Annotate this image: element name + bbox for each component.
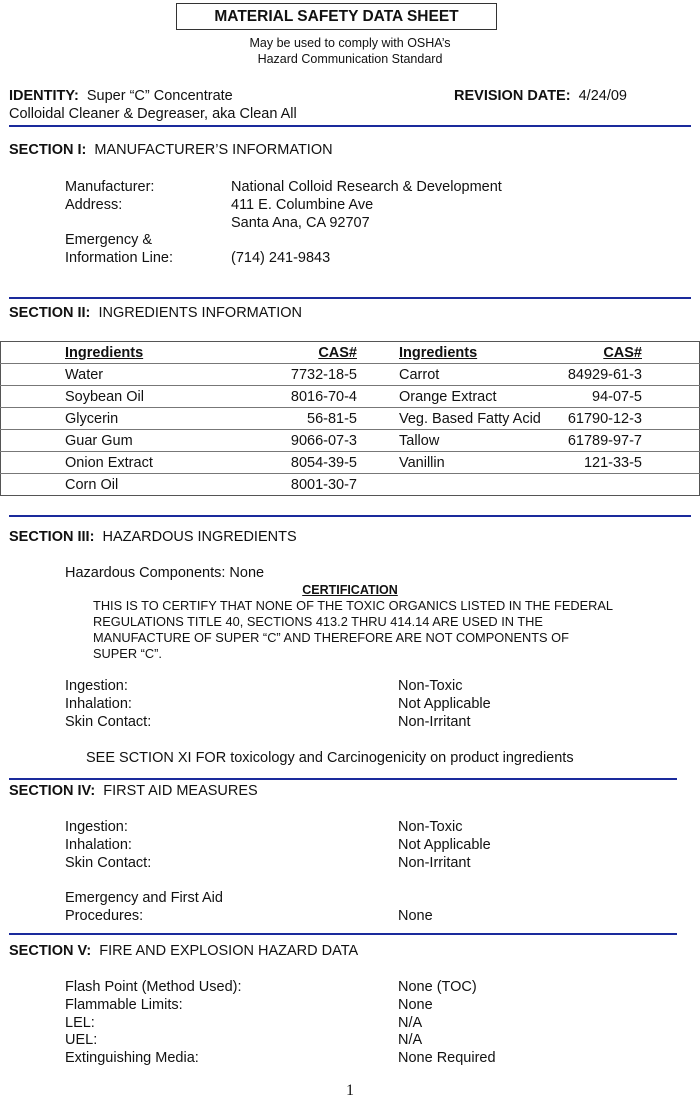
ingredient-name: Soybean Oil bbox=[65, 386, 235, 408]
ingredient-name bbox=[399, 474, 554, 496]
ingredient-name: Orange Extract bbox=[399, 386, 554, 408]
skin-contact-value: Non-Irritant bbox=[398, 714, 471, 730]
ingredient-cas: 7732-18-5 bbox=[235, 364, 357, 386]
certification-body bbox=[93, 598, 683, 662]
subtitle-line-2: Hazard Communication Standard bbox=[257, 52, 443, 66]
ingredient-cas: 56-81-5 bbox=[235, 408, 357, 430]
lel-value: N/A bbox=[398, 1015, 423, 1031]
ingestion-value: Non-Toxic bbox=[398, 819, 463, 835]
ingredient-cas: 61790-12-3 bbox=[554, 408, 642, 430]
certification-line: THIS IS TO CERTIFY THAT NONE OF THE TOXIC ORGANICS LISTED IN THE FEDERAL bbox=[93, 598, 614, 613]
section-2-title: INGREDIENTS INFORMATION bbox=[98, 305, 302, 321]
column-header-ingredients: Ingredients bbox=[65, 344, 144, 361]
inhalation-label: Inhalation: bbox=[65, 696, 132, 712]
section-divider bbox=[9, 125, 691, 127]
address-label: Address: bbox=[65, 197, 123, 213]
manufacturer-label: Manufacturer: bbox=[65, 179, 155, 195]
toxicology-note: SEE SCTION XI FOR toxicology and Carcinogenicity on product ingredients bbox=[86, 750, 574, 766]
certification-line: SUPER “C”. bbox=[93, 646, 162, 661]
flash-point-value: None (TOC) bbox=[398, 979, 477, 995]
ingredient-cas: 121-33-5 bbox=[554, 452, 642, 474]
section-divider bbox=[9, 933, 677, 935]
section-2-number: SECTION II: bbox=[9, 305, 91, 321]
identity bbox=[9, 88, 233, 104]
column-header-ingredients: Ingredients bbox=[399, 344, 478, 361]
ingredient-cas: 8054-39-5 bbox=[235, 452, 357, 474]
procedures-label-1: Emergency and First Aid bbox=[65, 890, 223, 906]
ingredient-name: Glycerin bbox=[65, 408, 235, 430]
ingredient-name: Tallow bbox=[399, 430, 554, 452]
certification-line: MANUFACTURE OF SUPER “C” AND THEREFORE ARE NOT COMPONENTS OF bbox=[93, 630, 569, 645]
ingredients-table bbox=[0, 341, 700, 496]
ingestion-label: Ingestion: bbox=[65, 678, 128, 694]
inhalation-value: Not Applicable bbox=[398, 837, 491, 853]
extinguishing-media-label: Extinguishing Media: bbox=[65, 1050, 199, 1066]
table-row bbox=[1, 386, 700, 408]
document-title: MATERIAL SAFETY DATA SHEET bbox=[176, 3, 497, 30]
section-3-heading bbox=[9, 529, 297, 545]
flash-point-label: Flash Point (Method Used): bbox=[65, 979, 242, 995]
lel-label: LEL: bbox=[65, 1015, 95, 1031]
ingestion-label: Ingestion: bbox=[65, 819, 128, 835]
table-row bbox=[1, 408, 700, 430]
ingredient-cas: 8016-70-4 bbox=[235, 386, 357, 408]
skin-contact-label: Skin Contact: bbox=[65, 855, 152, 871]
section-1-title: MANUFACTURER’S INFORMATION bbox=[94, 142, 333, 158]
table-row bbox=[1, 474, 700, 496]
ingredient-name: Veg. Based Fatty Acid bbox=[399, 408, 554, 430]
certification-line: REGULATIONS TITLE 40, SECTIONS 413.2 THRU 414.14 ARE USED IN THE bbox=[93, 614, 543, 629]
section-3-title: HAZARDOUS INGREDIENTS bbox=[102, 529, 297, 545]
flammable-limits-value: None bbox=[398, 997, 433, 1013]
procedures-value: None bbox=[398, 908, 433, 924]
ingredient-name: Guar Gum bbox=[65, 430, 235, 452]
revision-label: REVISION DATE: bbox=[454, 88, 571, 104]
table-row bbox=[1, 364, 700, 386]
ingredient-name: Corn Oil bbox=[65, 474, 235, 496]
section-5-heading bbox=[9, 943, 358, 959]
page-number: 1 bbox=[346, 1082, 354, 1099]
ingredient-cas: 8001-30-7 bbox=[235, 474, 357, 496]
ingredient-cas bbox=[554, 474, 642, 496]
section-divider bbox=[9, 778, 677, 780]
extinguishing-media-value: None Required bbox=[398, 1050, 496, 1066]
skin-contact-label: Skin Contact: bbox=[65, 714, 152, 730]
section-1-number: SECTION I: bbox=[9, 142, 87, 158]
address-line-1: 411 E. Columbine Ave bbox=[231, 197, 374, 213]
section-2-heading bbox=[9, 305, 302, 321]
skin-contact-value: Non-Irritant bbox=[398, 855, 471, 871]
flammable-limits-label: Flammable Limits: bbox=[65, 997, 183, 1013]
section-4-number: SECTION IV: bbox=[9, 783, 96, 799]
column-header-cas: CAS# bbox=[318, 344, 357, 361]
hazardous-components: Hazardous Components: None bbox=[65, 565, 265, 581]
subtitle-line-1: May be used to comply with OSHA’s bbox=[249, 36, 451, 50]
ingredient-cas: 84929-61-3 bbox=[554, 364, 642, 386]
ingestion-value: Non-Toxic bbox=[398, 678, 463, 694]
uel-value: N/A bbox=[398, 1032, 423, 1048]
section-5-number: SECTION V: bbox=[9, 943, 92, 959]
section-1-heading bbox=[9, 142, 333, 158]
section-divider bbox=[9, 515, 691, 517]
inhalation-label: Inhalation: bbox=[65, 837, 132, 853]
ingredient-name: Onion Extract bbox=[65, 452, 235, 474]
certification-title: CERTIFICATION bbox=[302, 583, 398, 597]
emergency-label-2: Information Line: bbox=[65, 250, 174, 266]
ingredient-name: Water bbox=[65, 364, 235, 386]
identity-value: Super “C” Concentrate bbox=[86, 88, 233, 104]
inhalation-value: Not Applicable bbox=[398, 696, 491, 712]
table-row bbox=[1, 430, 700, 452]
ingredient-name: Vanillin bbox=[399, 452, 554, 474]
identity-description: Colloidal Cleaner & Degreaser, aka Clean All bbox=[9, 106, 297, 122]
section-4-heading bbox=[9, 783, 258, 799]
ingredient-name: Carrot bbox=[399, 364, 554, 386]
table-header-row bbox=[1, 342, 700, 364]
revision-date bbox=[454, 88, 627, 104]
column-header-cas: CAS# bbox=[603, 344, 642, 361]
section-4-title: FIRST AID MEASURES bbox=[103, 783, 258, 799]
uel-label: UEL: bbox=[65, 1032, 98, 1048]
section-divider bbox=[9, 297, 691, 299]
procedures-label-2: Procedures: bbox=[65, 908, 144, 924]
manufacturer-value: National Colloid Research & Development bbox=[231, 179, 502, 195]
emergency-label-1: Emergency & bbox=[65, 232, 153, 248]
section-5-title: FIRE AND EXPLOSION HAZARD DATA bbox=[99, 943, 359, 959]
emergency-phone: (714) 241-9843 bbox=[231, 250, 331, 266]
ingredient-cas: 94-07-5 bbox=[554, 386, 642, 408]
revision-value: 4/24/09 bbox=[578, 88, 627, 104]
section-3-number: SECTION III: bbox=[9, 529, 95, 545]
ingredient-cas: 9066-07-3 bbox=[235, 430, 357, 452]
identity-label: IDENTITY: bbox=[9, 88, 79, 104]
ingredient-cas: 61789-97-7 bbox=[554, 430, 642, 452]
table-row bbox=[1, 452, 700, 474]
address-line-2: Santa Ana, CA 92707 bbox=[231, 215, 370, 231]
